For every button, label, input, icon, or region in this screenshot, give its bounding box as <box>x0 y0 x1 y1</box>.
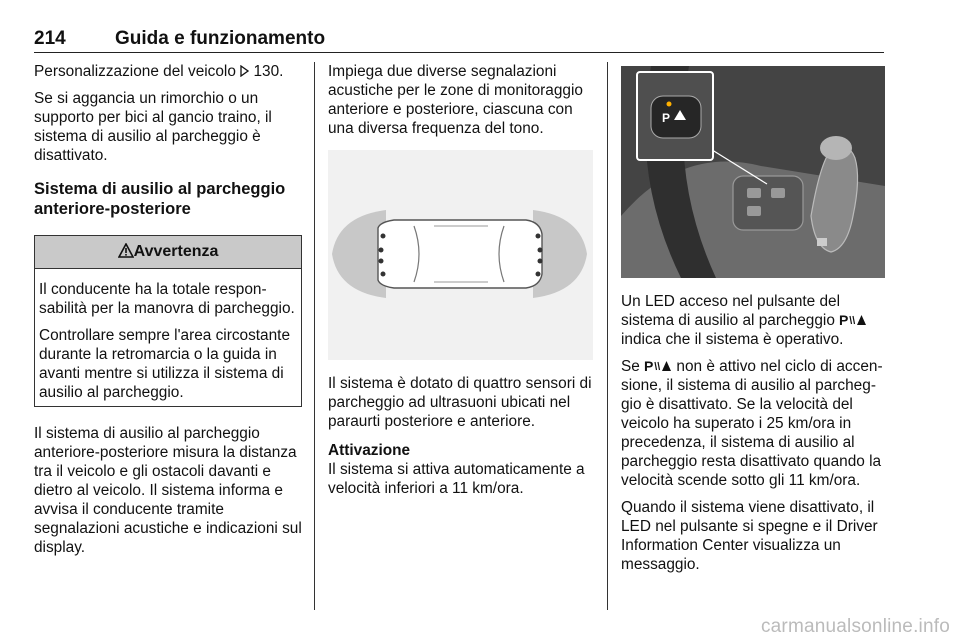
column-2 <box>328 62 593 506</box>
park-assist-icon <box>839 313 867 327</box>
paragraph: Quando il sistema viene disattivato, il LED nel pulsante si spegne e il Driver Information Center visualizza un messaggio. <box>621 499 878 573</box>
console-switch <box>747 188 761 198</box>
gear-knob <box>820 136 852 160</box>
front-sensor <box>536 272 541 277</box>
paragraph-text: non è attivo nel ciclo di accensione, il sistema di ausilio al parcheggio è disattivato. Se la velocità del veicolo ha superato i 25 km/ora in precedenza, il sistema di ausilio al parcheggio resta disattivato quando la velocità scende sotto gli 11 km/ora. <box>621 358 883 489</box>
warning-body <box>35 269 301 406</box>
paragraph-text: indica che il sistema è operativo. <box>621 331 844 348</box>
console-switch <box>771 188 785 198</box>
column-1 <box>34 62 302 565</box>
page-number: 214 <box>34 28 66 49</box>
console-switch <box>747 206 761 216</box>
front-sensor <box>536 234 541 239</box>
column-divider <box>314 62 315 610</box>
watermark: carmanualsonline.info <box>760 616 950 637</box>
warning-triangle-icon <box>118 243 134 258</box>
svg-text:P: P <box>839 313 849 327</box>
front-sensor <box>538 248 543 253</box>
page-reference-arrow-icon <box>240 65 249 77</box>
cross-reference-page: 130. <box>253 63 284 80</box>
warning-paragraph: Il conducente ha la totale responsabilità per la manovra di parcheggio. <box>39 281 295 317</box>
section-heading: Sistema di ausilio al parcheggio anteriore-posteriore <box>34 180 286 218</box>
paragraph: Se si aggancia un rimorchio o un supporto per bici al gancio traino, il sistema di ausilio al parcheggio è disattivato. <box>34 90 272 164</box>
switch-panel <box>733 176 803 230</box>
column-3 <box>621 62 887 582</box>
rear-sensor <box>381 272 386 277</box>
rear-sensor <box>379 259 384 264</box>
subheading: Attivazione <box>328 442 411 459</box>
cross-reference-text: Personalizzazione del veicolo <box>34 63 236 80</box>
paragraph <box>621 292 887 349</box>
rear-sensor <box>381 234 386 239</box>
park-assist-button-label: P <box>662 111 671 125</box>
paragraph: Il sistema si attiva automaticamente a velocità inferiori a 11 km/ora. <box>328 461 585 497</box>
paragraph <box>621 357 887 490</box>
park-assist-button-illustration <box>621 66 885 278</box>
car-body <box>378 220 542 288</box>
led-indicator <box>667 102 672 107</box>
page-header <box>34 26 884 53</box>
paragraph-text: Se <box>621 358 640 375</box>
paragraph: Impiega due diverse segnalazioni acustiche per le zone di monitoraggio anteriore e posteriore, ciascuna con una diversa frequenza del tono. <box>328 63 583 137</box>
paragraph <box>34 62 302 81</box>
column-divider <box>607 62 608 610</box>
front-sensor <box>538 259 543 264</box>
paragraph-text: Un LED acceso nel pulsante del sistema di ausilio al parcheggio <box>621 293 841 329</box>
paragraph: Il sistema di ausilio al parcheggio anteriore-posteriore misura la distanza tra il veicolo e gli ostacoli davanti e dietro al veicolo. Il sistema informa e avvisa il conducente tramite segnalazioni acustiche e indicazioni sul display. <box>34 425 302 556</box>
warning-paragraph: Controllare sempre l'area circostante durante la retromarcia o la guida in avanti mentre si utilizza il sistema di ausilio al parcheggio. <box>39 327 291 401</box>
park-assist-icon <box>644 359 672 373</box>
parking-sensor-zones-illustration <box>328 150 593 360</box>
warning-title: Avvertenza <box>133 243 219 260</box>
paragraph: Il sistema è dotato di quattro sensori di parcheggio ad ultrasuoni ubicati nel paraurti posteriore e anteriore. <box>328 375 592 430</box>
console-button <box>817 238 827 246</box>
svg-text:P: P <box>644 359 654 373</box>
warning-box <box>34 235 302 407</box>
rear-sensor <box>379 248 384 253</box>
warning-header <box>35 236 301 269</box>
page-title: Guida e funzionamento <box>115 28 326 49</box>
